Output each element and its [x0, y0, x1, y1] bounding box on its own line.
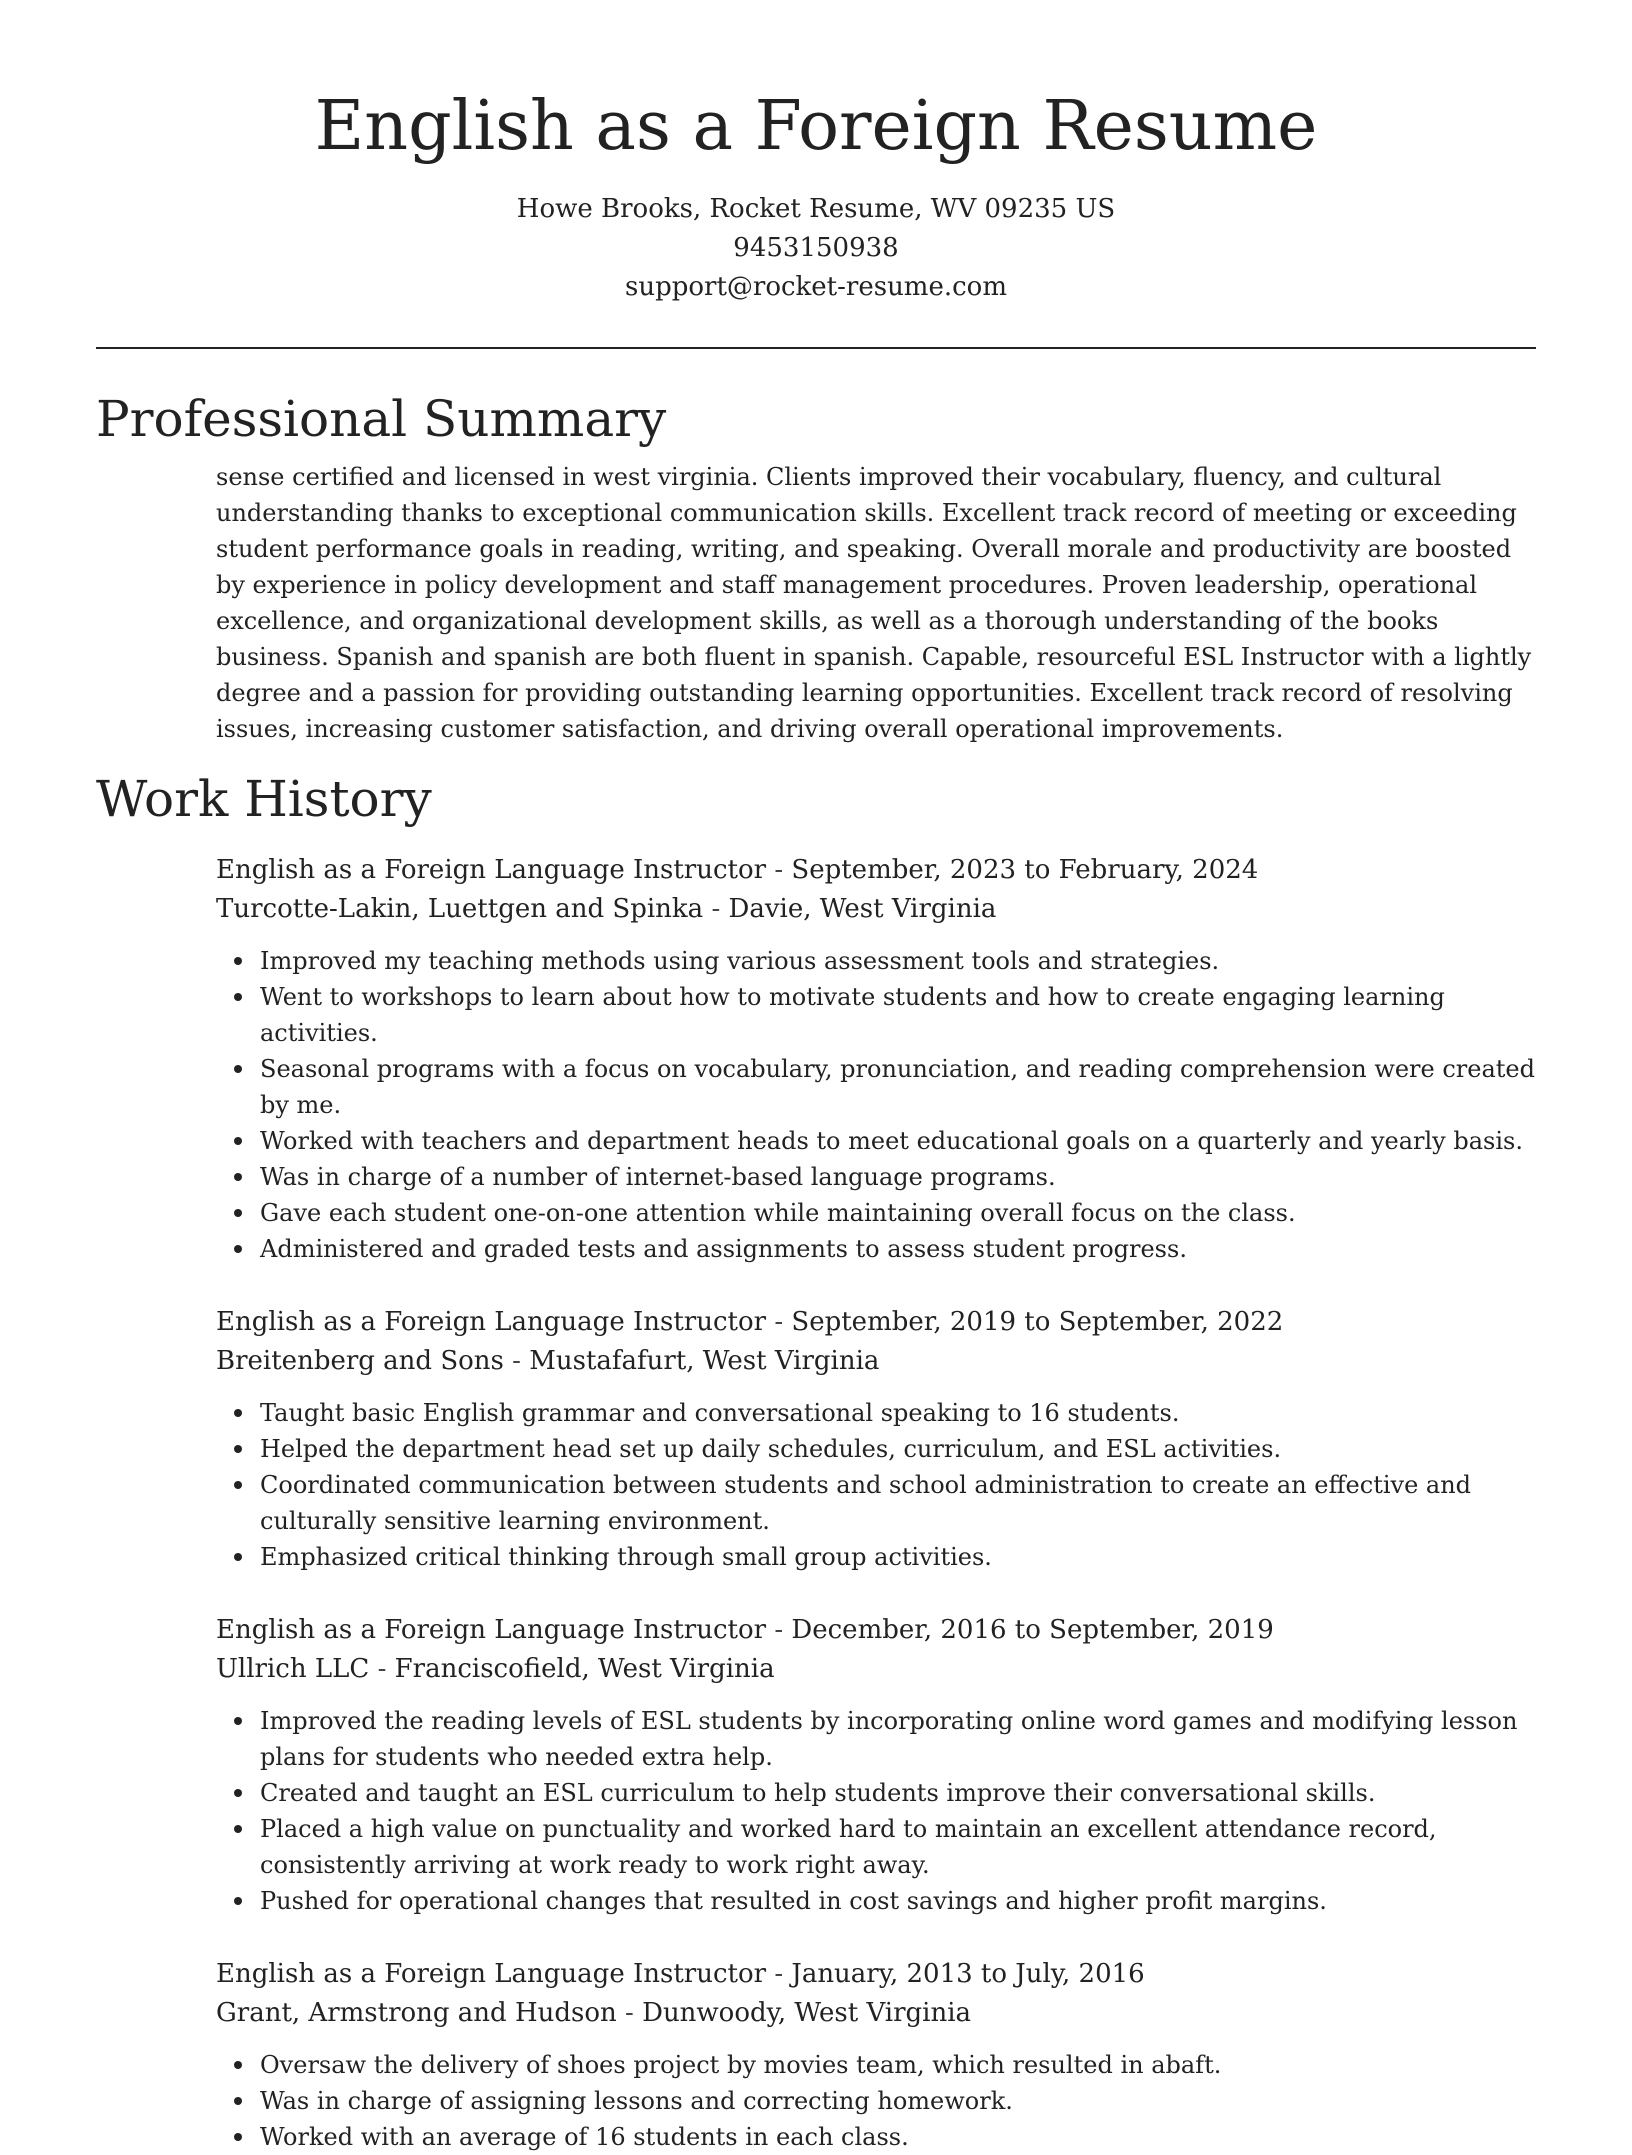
separator: - — [774, 1959, 784, 1989]
job-bullet: Pushed for operational changes that resulted in cost savings and higher profit margins. — [260, 1883, 1536, 1919]
job-bullet: Worked with an average of 16 students in each class. — [260, 2119, 1536, 2155]
job-bullet: Placed a high value on punctuality and worked hard to maintain an excellent attendance record, consistently arriving at work ready to work right away. — [260, 1811, 1536, 1883]
job-title: English as a Foreign Language Instructor — [216, 1615, 767, 1645]
job-company-line — [216, 1650, 1536, 1689]
work-history-list — [216, 851, 1536, 2155]
separator: - — [377, 1654, 387, 1684]
job-bullet: Created and taught an ESL curriculum to help students improve their conversational skills. — [260, 1775, 1536, 1811]
job-bullet: Seasonal programs with a focus on vocabulary, pronunciation, and reading comprehension were created by me. — [260, 1051, 1536, 1123]
job-entry — [216, 1955, 1536, 2155]
job-bullet: Was in charge of a number of internet-based language programs. — [260, 1159, 1536, 1195]
job-title: English as a Foreign Language Instructor — [216, 1959, 767, 1989]
contact-info — [96, 190, 1536, 307]
summary-heading: Professional Summary — [96, 390, 667, 448]
job-dates: September, 2019 to September, 2022 — [791, 1307, 1284, 1337]
job-company: Turcotte-Lakin, Luettgen and Spinka — [216, 894, 704, 924]
job-location: Mustafafurt, West Virginia — [529, 1346, 880, 1376]
job-dates: December, 2016 to September, 2019 — [791, 1615, 1274, 1645]
header-divider — [96, 347, 1536, 349]
resume-title: English as a Foreign Resume — [314, 87, 1318, 166]
job-title: English as a Foreign Language Instructor — [216, 855, 767, 885]
job-bullet: Administered and graded tests and assignments to assess student progress. — [260, 1231, 1536, 1267]
job-bullets — [216, 943, 1536, 1267]
work-history-heading: Work History — [96, 770, 432, 828]
job-bullets — [216, 2047, 1536, 2155]
job-company: Grant, Armstrong and Hudson — [216, 1998, 617, 2028]
resume-page — [96, 0, 1536, 2155]
job-location: Franciscofield, West Virginia — [394, 1654, 775, 1684]
job-bullets — [216, 1703, 1536, 1919]
contact-phone: 9453150938 — [733, 233, 899, 263]
job-company: Ullrich LLC — [216, 1654, 370, 1684]
job-entry — [216, 1303, 1536, 1575]
job-bullet: Coordinated communication between students and school administration to create an effective and culturally sensitive learning environment. — [260, 1467, 1536, 1539]
resume-header — [96, 0, 1536, 307]
job-bullet: Worked with teachers and department heads to meet educational goals on a quarterly and yearly basis. — [260, 1123, 1536, 1159]
job-company-line — [216, 890, 1536, 929]
separator: - — [625, 1998, 634, 2028]
contact-address: Howe Brooks, Rocket Resume, WV 09235 US — [516, 194, 1116, 224]
job-bullet: Oversaw the delivery of shoes project by movies team, which resulted in abaft. — [260, 2047, 1536, 2083]
job-bullet: Improved my teaching methods using various assessment tools and strategies. — [260, 943, 1536, 979]
job-title-line — [216, 1611, 1536, 1650]
job-title-line — [216, 1303, 1536, 1342]
job-bullet: Was in charge of assigning lessons and correcting homework. — [260, 2083, 1536, 2119]
job-bullet: Gave each student one-on-one attention while maintaining overall focus on the class. — [260, 1195, 1536, 1231]
job-bullet: Went to workshops to learn about how to motivate students and how to create engaging learning activities. — [260, 979, 1536, 1051]
job-company-line — [216, 1994, 1536, 2033]
job-bullet: Helped the department head set up daily schedules, curriculum, and ESL activities. — [260, 1431, 1536, 1467]
job-location: Davie, West Virginia — [728, 894, 997, 924]
job-title-line — [216, 851, 1536, 890]
job-entry — [216, 851, 1536, 1267]
job-company: Breitenberg and Sons — [216, 1346, 504, 1376]
job-company-line — [216, 1342, 1536, 1381]
job-title-line — [216, 1955, 1536, 1994]
separator: - — [512, 1346, 521, 1376]
job-dates: September, 2023 to February, 2024 — [791, 855, 1259, 885]
job-dates: January, 2013 to July, 2016 — [791, 1959, 1145, 1989]
separator: - — [774, 855, 784, 885]
job-location: Dunwoody, West Virginia — [642, 1998, 972, 2028]
job-bullets — [216, 1395, 1536, 1575]
job-entry — [216, 1611, 1536, 1919]
separator: - — [774, 1307, 784, 1337]
separator: - — [711, 894, 721, 924]
job-bullet: Taught basic English grammar and conversational speaking to 16 students. — [260, 1395, 1536, 1431]
job-bullet: Emphasized critical thinking through small group activities. — [260, 1539, 1536, 1575]
summary-text: sense certified and licensed in west virginia. Clients improved their vocabulary, fluency, and cultural understanding thanks to exceptional communication skills. Excellent track record of meeting or exceeding student performance goals in reading, writing, and speaking. Overall morale and productivity are boosted by experience in policy development and staff management procedures. Proven leadership, operational excellence, and organizational development skills, as well as a thorough understanding of the books business. Spanish and spanish are both fluent in spanish. Capable, resourceful ESL Instructor with a lightly degree and a passion for providing outstanding learning opportunities. Excellent track record of resolving issues, increasing customer satisfaction, and driving overall operational improvements. — [216, 463, 1532, 743]
contact-email: support@rocket-resume.com — [624, 272, 1007, 302]
job-bullet: Improved the reading levels of ESL students by incorporating online word games and modifying lesson plans for students who needed extra help. — [260, 1703, 1536, 1775]
job-title: English as a Foreign Language Instructor — [216, 1307, 767, 1337]
separator: - — [774, 1615, 784, 1645]
